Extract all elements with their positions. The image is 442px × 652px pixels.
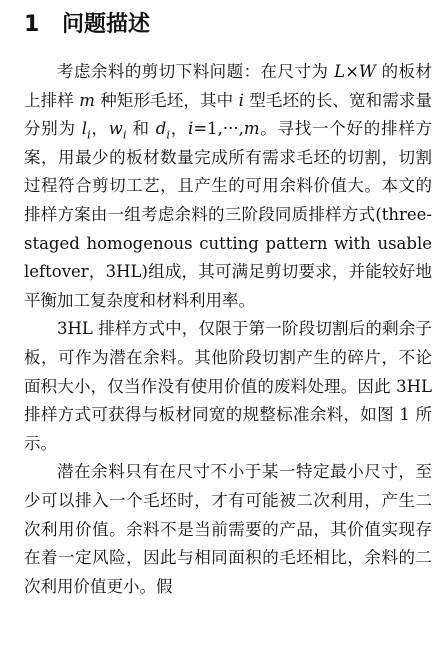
text-run: 种矩形毛坯，其中 — [94, 90, 239, 110]
math-symbol: l — [81, 119, 88, 139]
math-subscript: i — [122, 127, 127, 142]
section-heading — [24, 10, 150, 40]
text-run: 。寻找一个好的排样方案，用最少的板材数量完成所有需求毛坯的切割，切割过程符合剪切工艺，且产生的可用余料价值大。本文的排样方案由一组考虑余料的三阶段同质排样方式(three-staged homogenous cutting pattern with usable leftover，3HL)组成，其可满足剪切要求，并能较好地平衡加工复杂度和材料利用率。 — [24, 119, 433, 310]
text-run: 考虑余料的剪切下料问题：在尺寸为 — [57, 62, 335, 81]
section-title: 问题描述 — [62, 12, 151, 37]
math-subscript: i — [166, 127, 171, 142]
section-number: 1 — [24, 12, 40, 37]
text-run: 的板材上排样 — [24, 62, 433, 110]
math-symbol: i — [238, 90, 244, 110]
math-symbol: m — [79, 90, 95, 110]
math-symbol: L — [334, 62, 346, 81]
text-run: 潜在余料只有在尺寸不小于某一特定最小尺寸，至少可以排入一个毛坯时，才有可能被二次利用，产生二次利用价值。余料不是当前需要的产品，其价值实现存在着一定风险，因此与相同面积的毛坯相比，余料的二次利用价值更小。假 — [24, 462, 432, 596]
paragraph-3hl-pattern — [24, 315, 432, 458]
text-run: ， — [170, 119, 189, 139]
text-run: × — [345, 62, 359, 81]
math-symbol: W — [358, 62, 376, 81]
math-symbol: i — [188, 119, 194, 139]
paragraph-leftover-value — [24, 458, 432, 601]
text-run: 3HL 排样方式中，仅限于第一阶段切割后的剩余子板，可作为潜在余料。其他阶段切割产生的碎片，不论面积大小，仅当作没有使用价值的废料处理。因此 3HL 排样方式可获得与板材同宽的规整标准余料，如图 1 所示。 — [24, 319, 432, 453]
text-run: =1,···, — [193, 119, 244, 139]
text-run: 和 — [126, 119, 156, 139]
math-symbol: d — [155, 119, 167, 139]
text-run: 型毛坯的长、宽和需求量分别为 — [24, 90, 432, 139]
math-subscript: i — [87, 127, 91, 142]
paragraph-problem-statement — [24, 58, 432, 315]
math-symbol: m — [243, 119, 260, 139]
text-run: ， — [90, 119, 109, 139]
math-symbol: w — [108, 119, 123, 139]
body-text — [24, 58, 432, 601]
